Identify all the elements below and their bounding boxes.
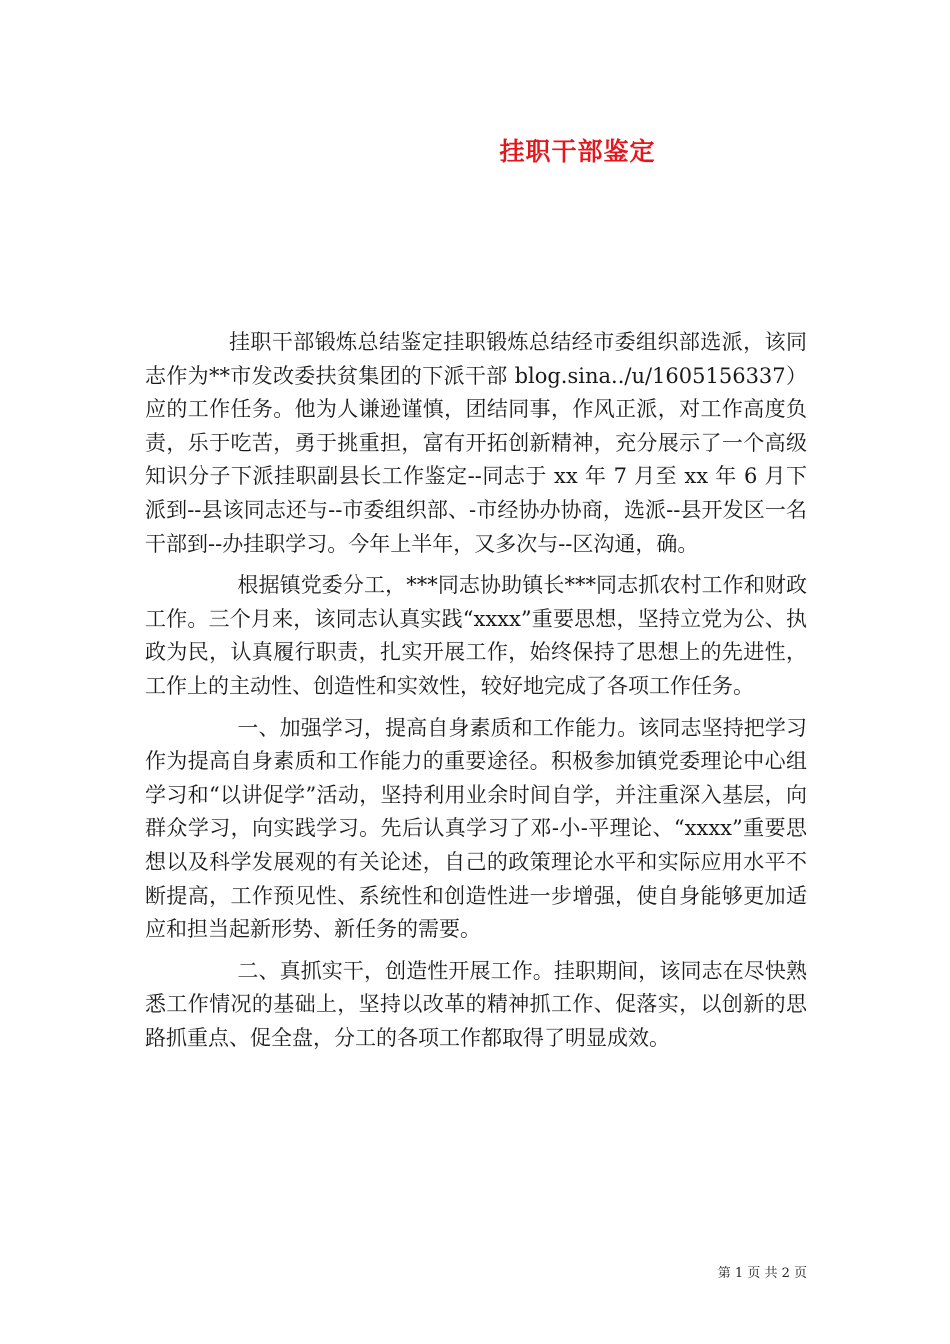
paragraph-2: 根据镇党委分工，***同志协助镇长***同志抓农村工作和财政工作。三个月来，该同志认真实践“xxxx”重要思想，坚持立党为公、执政为民，认真履行职责，扎实开展工作，始终保持了思想上的先进性，工作上的主动性、创造性和实效性，较好地完成了各项工作任务。: [145, 573, 807, 698]
paragraph-4: 二、真抓实干，创造性开展工作。挂职期间，该同志在尽快熟悉工作情况的基础上，坚持以改革的精神抓工作、促落实，以创新的思路抓重点、促全盘，分工的各项工作都取得了明显成效。: [145, 958, 807, 1050]
paragraph-3: 一、加强学习，提高自身素质和工作能力。该同志坚持把学习作为提高自身素质和工作能力的重要途径。积极参加镇党委理论中心组学习和“以讲促学”活动，坚持利用业余时间自学，并注重深入基层，向群众学习，向实践学习。先后认真学习了邓-小-平理论、“xxxx”重要思想以及科学发展观的有关论述，自己的政策理论水平和实际应用水平不断提高，工作预见性、系统性和创造性进一步增强，使自身能够更加适应和担当起新形势、新任务的需要。: [145, 715, 807, 942]
paragraph-1: 挂职干部锻炼总结鉴定挂职锻炼总结经市委组织部选派，该同志作为**市发改委扶贫集团的下派干部 blog.sina../u/1605156337）应的工作任务。他为人谦逊谨慎，团结同事，作风正派，对工作高度负责，乐于吃苦，勇于挑重担，富有开拓创新精神，充分展示了一个高级知识分子下派挂职副县长工作鉴定--同志于 xx 年 7 月至 xx 年 6 月下派到--县该同志还与--市委组织部、-市经协办协商，选派--县开发区一名干部到--办挂职学习。今年上半年，又多次与--区沟通，确。: [145, 330, 807, 556]
page-number-footer: 第 1 页 共 2 页: [717, 1266, 807, 1281]
document-body: [145, 326, 807, 1055]
document-title: 挂职干部鉴定: [499, 137, 656, 166]
